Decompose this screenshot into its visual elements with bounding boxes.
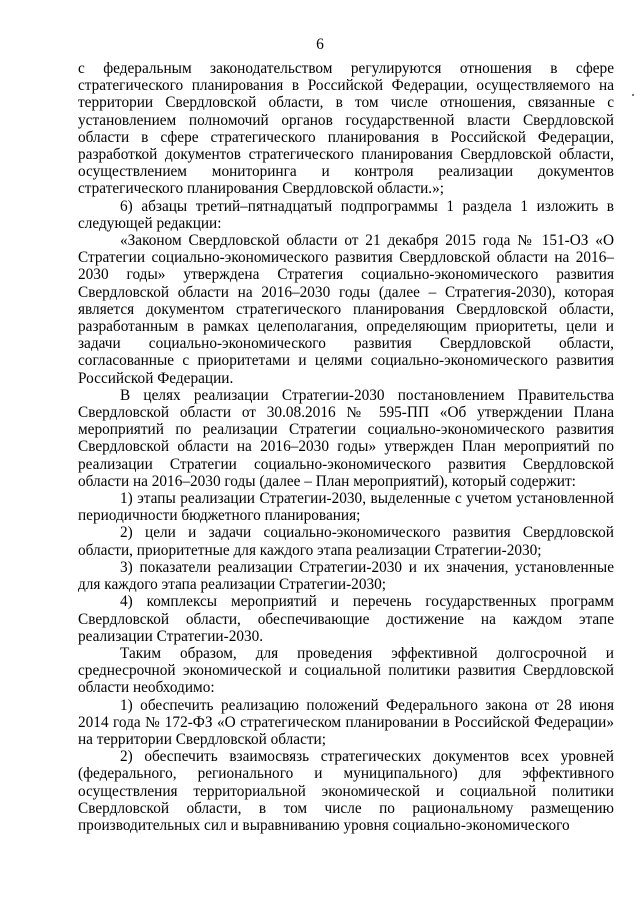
scan-artifact-dot [632,94,634,96]
task-item-1: 1) обеспечить реализацию положений Федерального закона от 28 июня 2014 года № 172-ФЗ «О стратегическом планировании в Российской Федерации» на территории Свердловской области; [78,696,614,748]
page-number: 6 [316,36,324,53]
list-item-3: 3) показатели реализации Стратегии-2030 и их значения, установленные для каждого этапа реализации Стратегии-2030; [78,558,614,594]
paragraph-conclusion: Таким образом, для проведения эффективной долгосрочной и среднесрочной экономической и социальной политики развития Свердловской области необходимо: [78,644,614,697]
paragraph-item-6: 6) абзацы третий–пятнадцатый подпрограммы 1 раздела 1 изложить в следующей редакции: [78,197,614,232]
document-body [78,60,614,834]
list-item-4: 4) комплексы мероприятий и перечень государственных программ Свердловской области, обеспечивающие достижение на каждом этапе реализации Стратегии-2030. [78,593,614,645]
paragraph-action-plan: В целях реализации Стратегии-2030 постановлением Правительства Свердловской области от 30.08.2016 № 595-ПП «Об утверждении Плана мероприятий по реализации Стратегии социально-экономического развития Свердловской области на 2016–2030 годы» утвержден План мероприятий по реализации Стратегии социально-экономического развития Свердловской области на 2016–2030 годы (далее – План мероприятий), который содержит: [78,386,614,490]
paragraph-strategy-law: «Законом Свердловской области от 21 декабря 2015 года № 151-ОЗ «О Стратегии социально-экономического развития Свердловской области на 2016–2030 годы» утверждена Стратегия социально-экономического развития Свердловской области на 2016–2030 годы (далее – Стратегия-2030), которая является документом стратегического планирования Свердловской области, разработанным в рамках целеполагания, определяющим приоритеты, цели и задачи социально-экономического развития Свердловской области, согласованные с приоритетами и целями социально-экономического развития Российской Федерации. [78,232,614,387]
list-item-1: 1) этапы реализации Стратегии-2030, выделенные с учетом установленной периодичности бюджетного планирования; [78,490,614,525]
paragraph-continuation: с федеральным законодательством регулируются отношения в сфере стратегического планирования в Российской Федерации, осуществляемого на территории Свердловской области, в том числе отношения, связанные с установлением полномочий органов государственной власти Свердловской области в сфере стратегического планирования в Российской Федерации, разработкой документов стратегического планирования Свердловской области, осуществлением мониторинга и контроля реализации документов стратегического планирования Свердловской области.»; [78,60,614,198]
task-item-2: 2) обеспечить взаимосвязь стратегических документов всех уровней (федерального, регионального и муниципального) для эффективного осуществления территориальной экономической и социальной политики Свердловской области, в том числе по рациональному размещению производительных сил и выравниванию уровня социально-экономического [78,748,614,834]
list-item-2: 2) цели и задачи социально-экономического развития Свердловской области, приоритетные для каждого этапа реализации Стратегии-2030; [78,524,614,559]
